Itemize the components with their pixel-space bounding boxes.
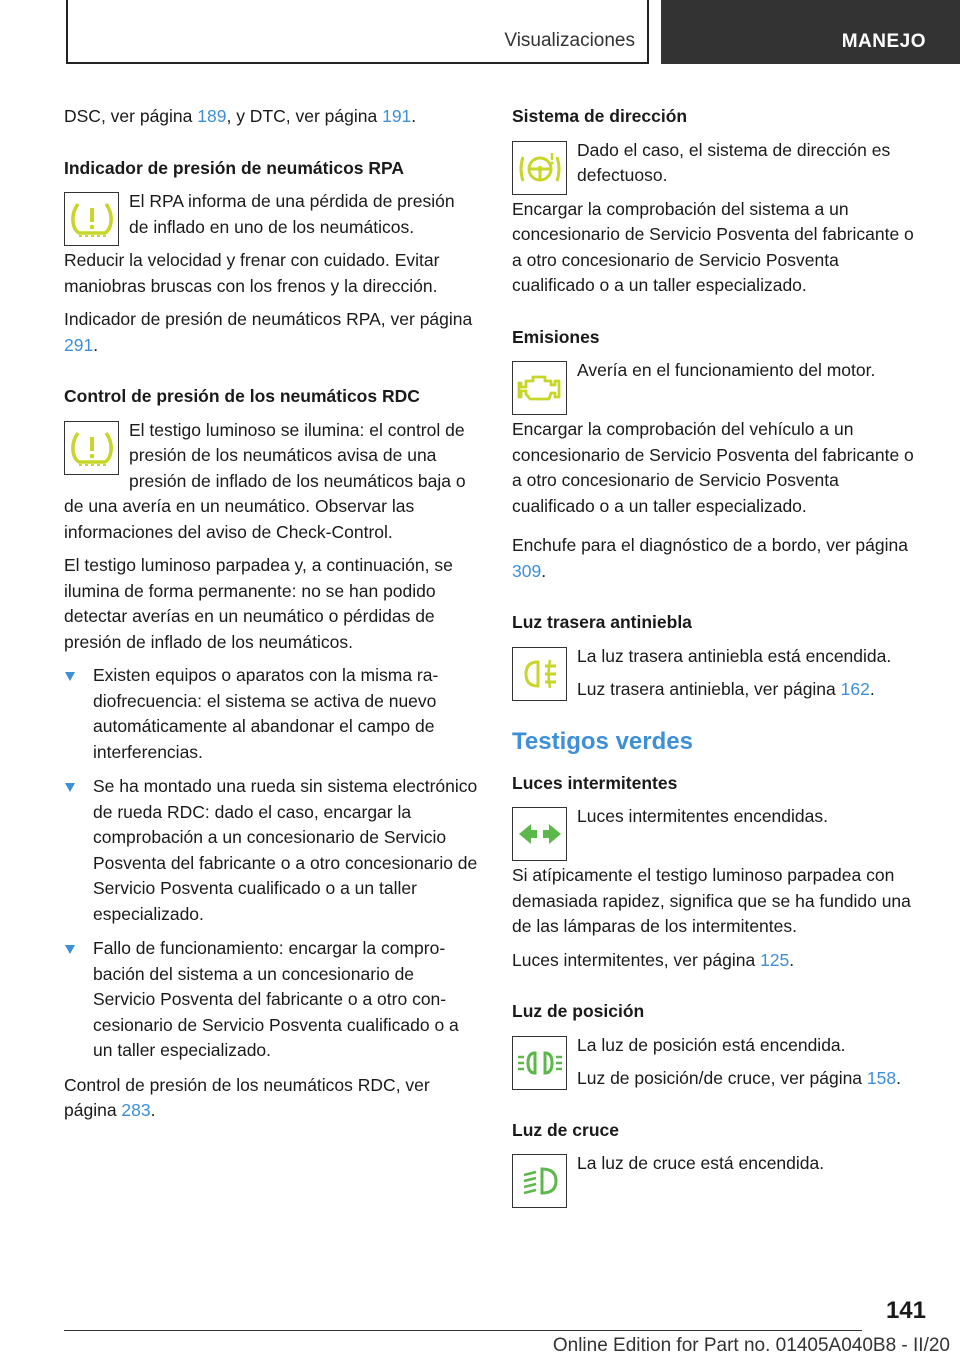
- triangle-bullet-icon: [65, 945, 75, 954]
- rpa-text-2: Reducir la velocidad y frenar con cuidado. Evitar maniobras bruscas con los frenos y la dirección.: [64, 250, 440, 296]
- emissions-text-1: Avería en el funcionamiento del motor.: [577, 360, 876, 380]
- position-light-reference: [512, 1066, 924, 1092]
- ref-text: , y DTC, ver página: [226, 106, 383, 126]
- page-link-162[interactable]: 162: [840, 679, 870, 699]
- ref-text: .: [150, 1100, 156, 1120]
- obd-reference: [512, 533, 924, 584]
- header-rule-bottom: [66, 62, 649, 64]
- rpa-reference: [64, 307, 478, 358]
- page-number: 141: [885, 1297, 926, 1324]
- page-link-309[interactable]: 309: [512, 560, 542, 581]
- page-link-191[interactable]: 191: [382, 106, 412, 126]
- emissions-heading: Emisiones: [512, 326, 600, 347]
- right-column: [512, 104, 924, 1210]
- page-link-283[interactable]: 283: [121, 1100, 151, 1120]
- rear-fog-text-1: La luz trasera antiniebla está encendida.: [577, 645, 892, 666]
- position-light-icon: [512, 1036, 567, 1090]
- list-item: [64, 774, 478, 927]
- rpa-heading: Indicador de presión de neumáticos RPA: [64, 157, 405, 178]
- triangle-bullet-icon: [65, 783, 75, 792]
- page-link-291[interactable]: 291: [64, 334, 94, 355]
- turn-signal-heading: Luces intermitentes: [512, 772, 678, 793]
- rdc-reference: [64, 1073, 478, 1124]
- position-light-heading: Luz de posición: [512, 1001, 645, 1021]
- ref-text: .: [541, 560, 547, 581]
- header-rule-right: [647, 0, 649, 64]
- rear-fog-light-icon: [512, 647, 567, 701]
- ref-text: .: [896, 1068, 901, 1088]
- green-indicators-heading: Testigos verdes: [512, 727, 693, 755]
- low-beam-icon: [512, 1154, 567, 1208]
- list-item-text: Existen equipos o aparatos con la misma radiofrecuencia: el sistema se activa de nuevo automáticamente al abandonar el campo de interferencias.: [93, 665, 439, 762]
- tire-pressure-warning-icon: [64, 421, 119, 475]
- ref-text: .: [411, 106, 417, 126]
- turn-signal-reference: [512, 948, 924, 974]
- footer-rule: [64, 1330, 862, 1331]
- steering-warning-icon: [512, 141, 567, 195]
- ref-text: Enchufe para el diagnóstico de a bordo, ver página: [512, 535, 908, 555]
- ref-text: .: [789, 949, 795, 970]
- page-link-189[interactable]: 189: [197, 106, 227, 126]
- rear-fog-heading: Luz trasera antiniebla: [512, 612, 692, 632]
- tire-pressure-warning-icon: [64, 192, 119, 246]
- edition-info: Online Edition for Part no. 01405A040B8 - II/20: [552, 1335, 950, 1356]
- ref-text: Luz trasera antiniebla, ver página: [577, 679, 841, 699]
- triangle-bullet-icon: [65, 672, 75, 681]
- turn-signal-icon: [512, 807, 567, 861]
- rdc-heading: Control de presión de los neumáticos RDC: [64, 386, 420, 406]
- list-item: [64, 936, 478, 1064]
- rdc-text-1: El testigo luminoso se ilumina: el control de presión de los neumáticos avisa de una presión de inflado de los neumáticos baja o de una avería en un neumático. Observar las informaciones del aviso de Check-Control.: [64, 419, 466, 542]
- rdc-text-2: El testigo luminoso parpadea y, a continuación, se ilumina de forma permanente: no se han podido detectar averías en un neumático o pérdidas de presión de inflado de los neumáticos.: [64, 555, 453, 652]
- header-rule-left: [66, 0, 68, 64]
- rear-fog-reference: [512, 677, 924, 703]
- steering-heading: Sistema de dirección: [512, 106, 688, 126]
- header-section-title: Visualizaciones: [504, 30, 635, 51]
- ref-text: Indicador de presión de neumáticos RPA, ver página: [64, 309, 473, 329]
- header-chapter-label: MANEJO: [841, 30, 926, 52]
- ref-text: DSC, ver página: [64, 106, 198, 126]
- list-item-text: Se ha montado una rueda sin sistema electrónico de rueda RDC: dado el caso, encargar la comprobación a un concesionario de Servicio Posventa del fabricante o a otro concesionario de Servicio Posventa cualificado o a un taller especializado.: [93, 776, 478, 924]
- position-light-text-1: La luz de posición está encendida.: [577, 1034, 846, 1055]
- page-link-125[interactable]: 125: [760, 949, 790, 970]
- low-beam-heading: Luz de cruce: [512, 1119, 619, 1140]
- ref-text: .: [93, 334, 99, 355]
- list-item-text: Fallo de funcionamiento: encargar la comprobación del sistema a un concesionario de Servicio Posventa del fabricante o a otro concesionario de Servicio Posventa cualificado o a un taller especializado.: [93, 938, 459, 1060]
- steering-text-2: Encargar la comprobación del sistema a un concesionario de Servicio Posventa del fabricante o a otro concesionario de Servicio Posventa cualificado o a un taller especializado.: [512, 198, 914, 295]
- header-chapter-tab: [661, 0, 960, 64]
- turn-signal-text-1: Luces intermitentes encendidas.: [577, 806, 828, 826]
- page-link-158[interactable]: 158: [866, 1068, 897, 1088]
- turn-signal-text-2: Si atípicamente el testigo luminoso parpadea con demasiada rapidez, significa que se ha fundido una de las lámparas de los intermitentes.: [512, 865, 911, 936]
- dsc-dtc-reference: [64, 104, 478, 130]
- list-item: [64, 663, 478, 765]
- steering-text-1: Dado el caso, el sistema de dirección es defectuoso.: [577, 139, 891, 185]
- rpa-text-1: El RPA informa de una pérdida de presión de inflado en uno de los neumáticos.: [129, 191, 455, 237]
- emissions-text-2: Encargar la comprobación del vehículo a un concesionario de Servicio Posventa del fabricante o a otro concesionario de Servicio Posventa cualificado o a un taller especializado.: [512, 419, 914, 516]
- ref-text: Control de presión de los neumáticos RDC, ver página: [64, 1074, 430, 1120]
- ref-text: .: [869, 679, 875, 699]
- low-beam-text-1: La luz de cruce está encendida.: [577, 1153, 825, 1173]
- ref-text: Luz de posición/de cruce, ver página: [577, 1068, 867, 1088]
- ref-text: Luces intermitentes, ver página: [512, 949, 761, 970]
- left-column: [64, 104, 478, 1132]
- engine-check-icon: [512, 361, 567, 415]
